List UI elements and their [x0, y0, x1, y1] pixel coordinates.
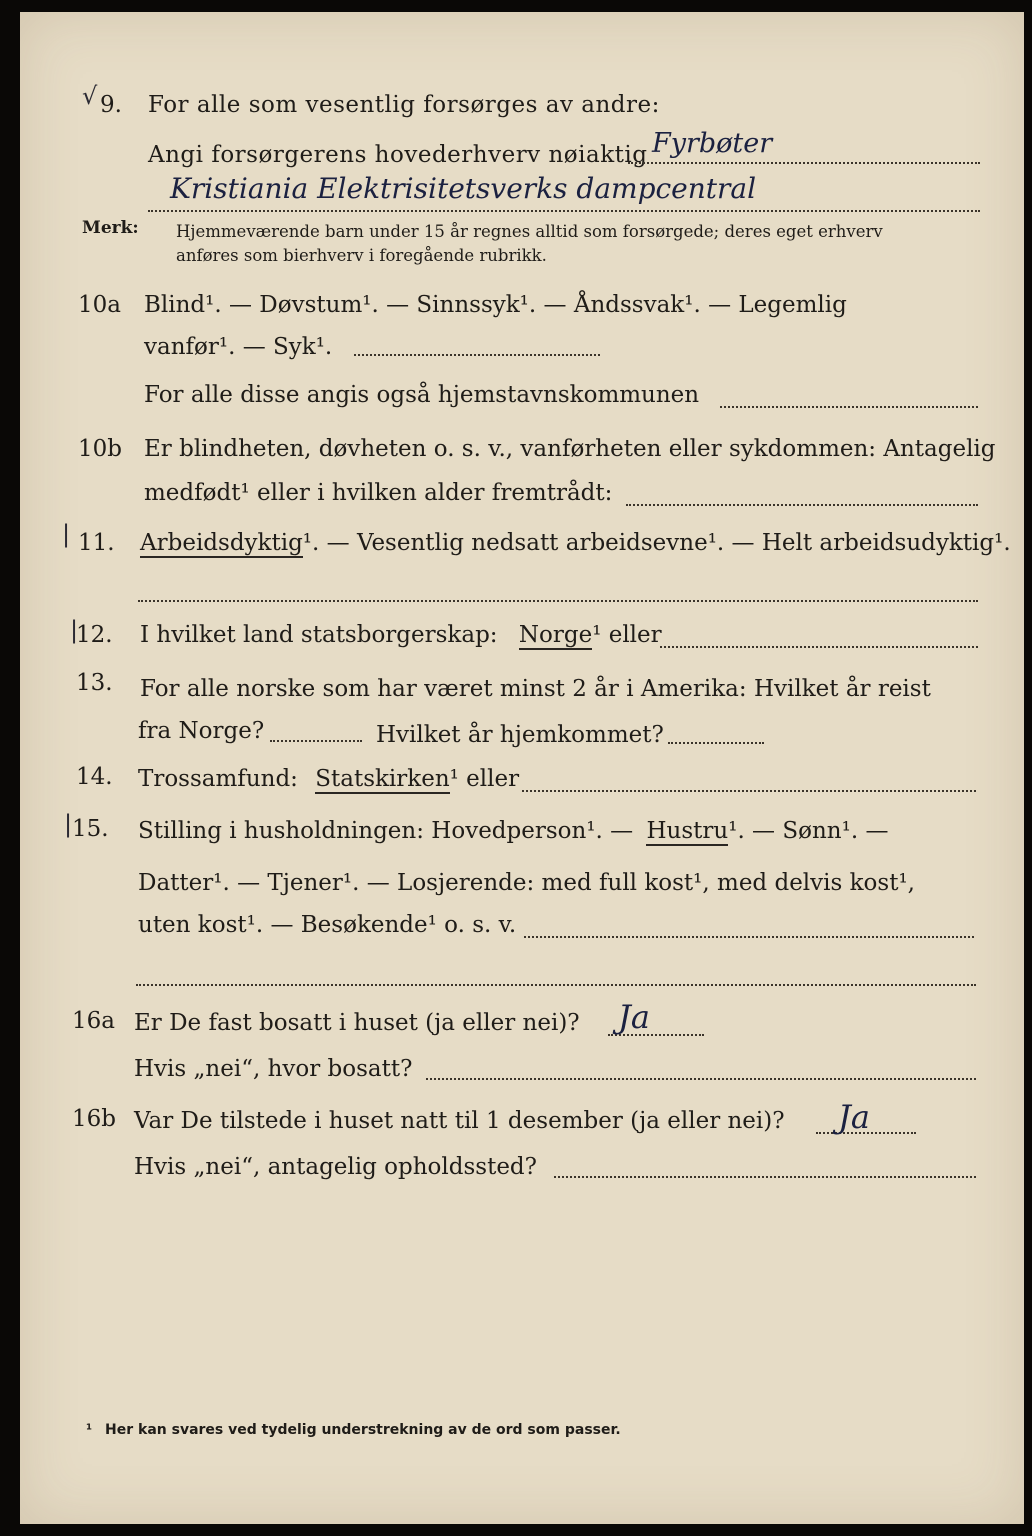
- q14-post: ¹ eller: [449, 766, 520, 792]
- check-mark-icon: |: [64, 810, 73, 838]
- q15-line3: uten kost¹. — Besøkende¹ o. s. v.: [138, 912, 517, 938]
- census-form-page: [20, 12, 1024, 1524]
- check-mark-icon: √: [82, 82, 98, 110]
- merk-line1: Hjemmeværende barn under 15 år regnes alltid som forsørgede; deres eget erhverv: [176, 222, 883, 241]
- q15-underlined-answer: Hustru: [646, 818, 729, 844]
- q12-answer-line[interactable]: [660, 646, 978, 648]
- q14-answer-line[interactable]: [522, 790, 976, 792]
- q16a-line1: Er De fast bosatt i huset (ja eller nei)?: [134, 1010, 580, 1036]
- q9-number: 9.: [100, 92, 122, 118]
- footnote-mark: ¹: [86, 1422, 93, 1438]
- q12-underlined-answer: Norge: [518, 622, 593, 648]
- q12-text: [140, 622, 662, 648]
- q13-emigrated-line[interactable]: [270, 740, 362, 742]
- q11-rest: ¹. — Vesentlig nedsatt arbeidsevne¹. — Helt arbeidsudyktig¹.: [302, 530, 1011, 556]
- q11-number: 11.: [78, 530, 115, 556]
- q10b-number: 10b: [78, 436, 122, 462]
- q16a-residence-line[interactable]: [426, 1078, 976, 1080]
- q16a-number: 16a: [72, 1008, 115, 1034]
- q9-handwritten-occupation: Fyrbøter: [652, 128, 773, 159]
- q16a-handwritten-answer: Ja: [618, 998, 650, 1036]
- q10b-line1: Er blindheten, døvheten o. s. v., vanførheten eller sykdommen: Antagelig: [144, 436, 996, 462]
- q16b-whereabouts-line[interactable]: [554, 1176, 976, 1178]
- q10a-line3: For alle disse angis også hjemstavnskommunen: [144, 382, 700, 408]
- q9-line1: For alle som vesentlig forsørges av andre:: [148, 92, 660, 118]
- q10a-number: 10a: [78, 292, 121, 318]
- q9-answer-line1[interactable]: [628, 162, 980, 164]
- q16b-line1: Var De tilstede i huset natt til 1 desember (ja eller nei)?: [134, 1108, 785, 1134]
- q15-answer-line1[interactable]: [524, 936, 974, 938]
- check-mark-icon: |: [62, 520, 71, 548]
- q14-number: 14.: [76, 764, 113, 790]
- q15-line2: Datter¹. — Tjener¹. — Losjerende: med full kost¹, med delvis kost¹,: [138, 870, 915, 896]
- q16b-number: 16b: [72, 1106, 116, 1132]
- q14-text: [138, 766, 519, 792]
- q15-answer-line2[interactable]: [136, 984, 976, 986]
- q12-number: 12.: [76, 622, 113, 648]
- q10b-line2: medfødt¹ eller i hvilken alder fremtrådt:: [144, 480, 613, 506]
- q16b-handwritten-answer: Ja: [838, 1098, 870, 1136]
- footnote: [86, 1422, 621, 1438]
- q13-line1: For alle norske som har været minst 2 år i Amerika: Hvilket år reist: [140, 676, 931, 702]
- merk-line2: anføres som bierhverv i foregående rubrikk.: [176, 246, 547, 265]
- q9-answer-line2[interactable]: [148, 210, 980, 212]
- q13-line2a: fra Norge?: [138, 718, 265, 744]
- q13-line2b: Hvilket år hjemkommet?: [376, 722, 664, 748]
- q10a-hometown-line[interactable]: [720, 406, 978, 408]
- q10a-answer-line[interactable]: [354, 354, 600, 356]
- q10a-line2: vanfør¹. — Syk¹.: [144, 334, 333, 360]
- q14-pre: Trossamfund:: [138, 766, 298, 792]
- q10b-answer-line[interactable]: [626, 504, 978, 506]
- q14-underlined-answer: Statskirken: [315, 766, 450, 792]
- q15-line1-post: ¹. — Sønn¹. —: [728, 818, 889, 844]
- q16a-line2: Hvis „nei“, hvor bosatt?: [134, 1056, 413, 1082]
- q13-number: 13.: [76, 670, 113, 696]
- check-mark-icon: |: [70, 616, 79, 644]
- q11-text: [140, 530, 1011, 556]
- footnote-text: Her kan svares ved tydelig understrekning av de ord som passer.: [105, 1422, 621, 1438]
- q9-handwritten-employer: Kristiania Elektrisitetsverks dampcentral: [170, 172, 757, 205]
- q15-line1-pre: Stilling i husholdningen: Hovedperson¹. —: [138, 818, 634, 844]
- merk-label: Merk:: [82, 218, 139, 238]
- q12-post: ¹ eller: [592, 622, 662, 648]
- q11-underlined-answer: Arbeidsdyktig: [140, 530, 303, 556]
- q10a-line1: Blind¹. — Døvstum¹. — Sinnssyk¹. — Åndssvak¹. — Legemlig: [144, 292, 847, 318]
- q15-number: 15.: [72, 816, 109, 842]
- q11-answer-line[interactable]: [138, 600, 978, 602]
- q16b-line2: Hvis „nei“, antagelig opholdssted?: [134, 1154, 537, 1180]
- q12-pre: I hvilket land statsborgerskap:: [140, 622, 498, 648]
- q9-line2: Angi forsørgerens hovederhverv nøiaktig: [148, 142, 648, 168]
- q13-returned-line[interactable]: [668, 742, 764, 744]
- q15-line1: [138, 818, 888, 844]
